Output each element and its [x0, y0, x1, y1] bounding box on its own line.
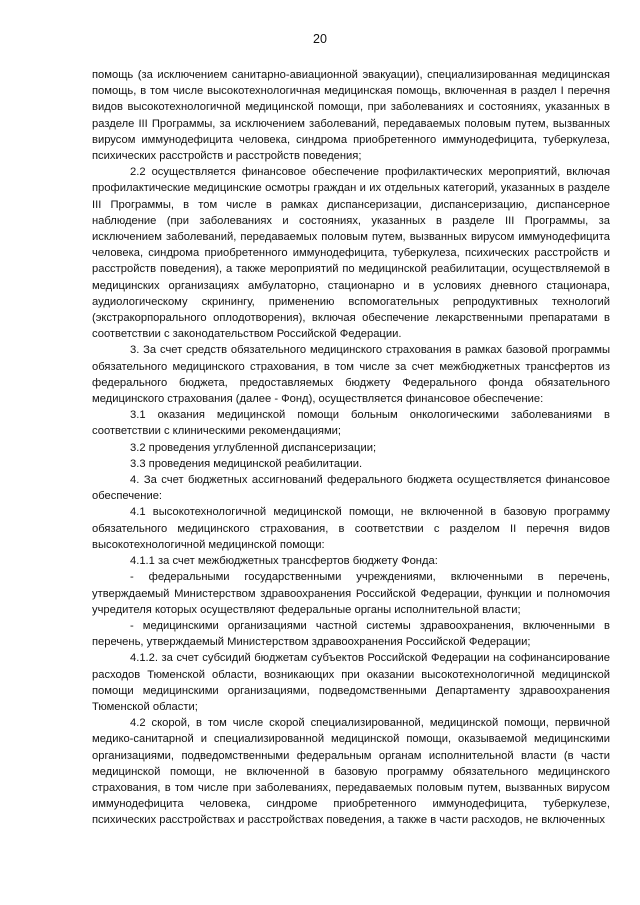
paragraph: 4.1 высокотехнологичной медицинской помощи, не включенной в базовую программу обязательного медицинского страхования, в соответствии с разделом II перечня видов высокотехнологичной медицинской помощи:: [92, 506, 610, 551]
paragraph: 4. За счет бюджетных ассигнований федерального бюджета осуществляется финансовое обеспечение:: [92, 474, 610, 503]
paragraph: 3.3 проведения медицинской реабилитации.: [130, 457, 363, 470]
paragraph: - медицинскими организациями частной системы здравоохранения, включенными в перечень, утверждаемый Министерством здравоохранения Российской Федерации;: [92, 619, 610, 649]
paragraph: 3. За счет средств обязательного медицинского страхования в рамках базовой программы обязательного медицинского страхования, в том числе за счет межбюджетных трансфертов из федерального бюджета, предоставляемых бюджету Федерального фонда обязательного медицинского страхования (далее - Фонд), осуществляется финансовое обеспечение:: [92, 344, 610, 406]
page-number: 20: [313, 32, 327, 46]
paragraph: 3.1 оказания медицинской помощи больным онкологическими заболеваниями в соответствии с клиническими рекомендациями;: [92, 409, 610, 438]
paragraph: 4.1.2. за счет субсидий бюджетам субъектов Российской Федерации на софинансирование расходов Тюменской области, возникающих при оказании высокотехнологичной медицинской помощи медицинскими организациями, подведомственными Департаменту здравоохранения Тюменской области;: [92, 652, 610, 713]
paragraph: 3.2 проведения углубленной диспансеризации;: [130, 441, 377, 454]
paragraph: 2.2 осуществляется финансовое обеспечение профилактических мероприятий, включая профилактические медицинские осмотры граждан и их отдельных категорий, указанных в разделе III Программы, в том числе в рамках диспансеризации, диспансеризацию, диспансерное наблюдение (при заболеваниях и состояниях, указанных в разделе III Программы, за исключением заболеваний, передаваемых половым путем, вызванных вирусом иммунодефицита человека, синдрома приобретенного иммунодефицита, туберкулеза, психических расстройств и расстройств поведения), а также мероприятий по медицинской реабилитации, осуществляемой в медицинских организациях амбулаторно, стационарно и в условиях дневного стационара, аудиологическому скринингу, применению вспомогательных репродуктивных технологий (экстракорпорального оплодотворения), включая обеспечение лекарственными препаратами в соответствии с законодательством Российской Федерации.: [92, 166, 610, 341]
paragraph: - федеральными государственными учреждениями, включенными в перечень, утверждаемый Министерством здравоохранения Российской Федерации, функции и полномочия учредителя которых осуществляют федеральные органы исполнительной власти;: [92, 571, 610, 616]
document-body: [92, 67, 610, 829]
paragraph: 4.1.1 за счет межбюджетных трансфертов бюджету Фонда:: [130, 555, 438, 568]
paragraph: 4.2 скорой, в том числе скорой специализированной, медицинской помощи, первичной медико-санитарной и специализированной медицинской помощи, оказываемой медицинскими организациями, подведомственными федеральным органам исполнительной власти (в части медицинской помощи, не включенной в базовую программу обязательного медицинского страхования, в том числе при заболеваниях, передаваемых половым путем, вызванных вирусом иммунодефицита человека, синдроме приобретенного иммунодефицита, туберкулезе, психических расстройствах и расстройствах поведения, а также в части расходов, не включенных: [92, 717, 610, 827]
paragraph: помощь (за исключением санитарно-авиационной эвакуации), специализированная медицинская помощь, в том числе высокотехнологичная медицинская помощь, включенная в раздел I перечня видов высокотехнологичной медицинской помощи, при заболеваниях и состояниях, указанных в разделе III Программы, за исключением заболеваний, передаваемых половым путем, вызванных вирусом иммунодефицита человека, синдрома приобретенного иммунодефицита, туберкулеза, психических расстройств и расстройств поведения;: [92, 69, 610, 163]
